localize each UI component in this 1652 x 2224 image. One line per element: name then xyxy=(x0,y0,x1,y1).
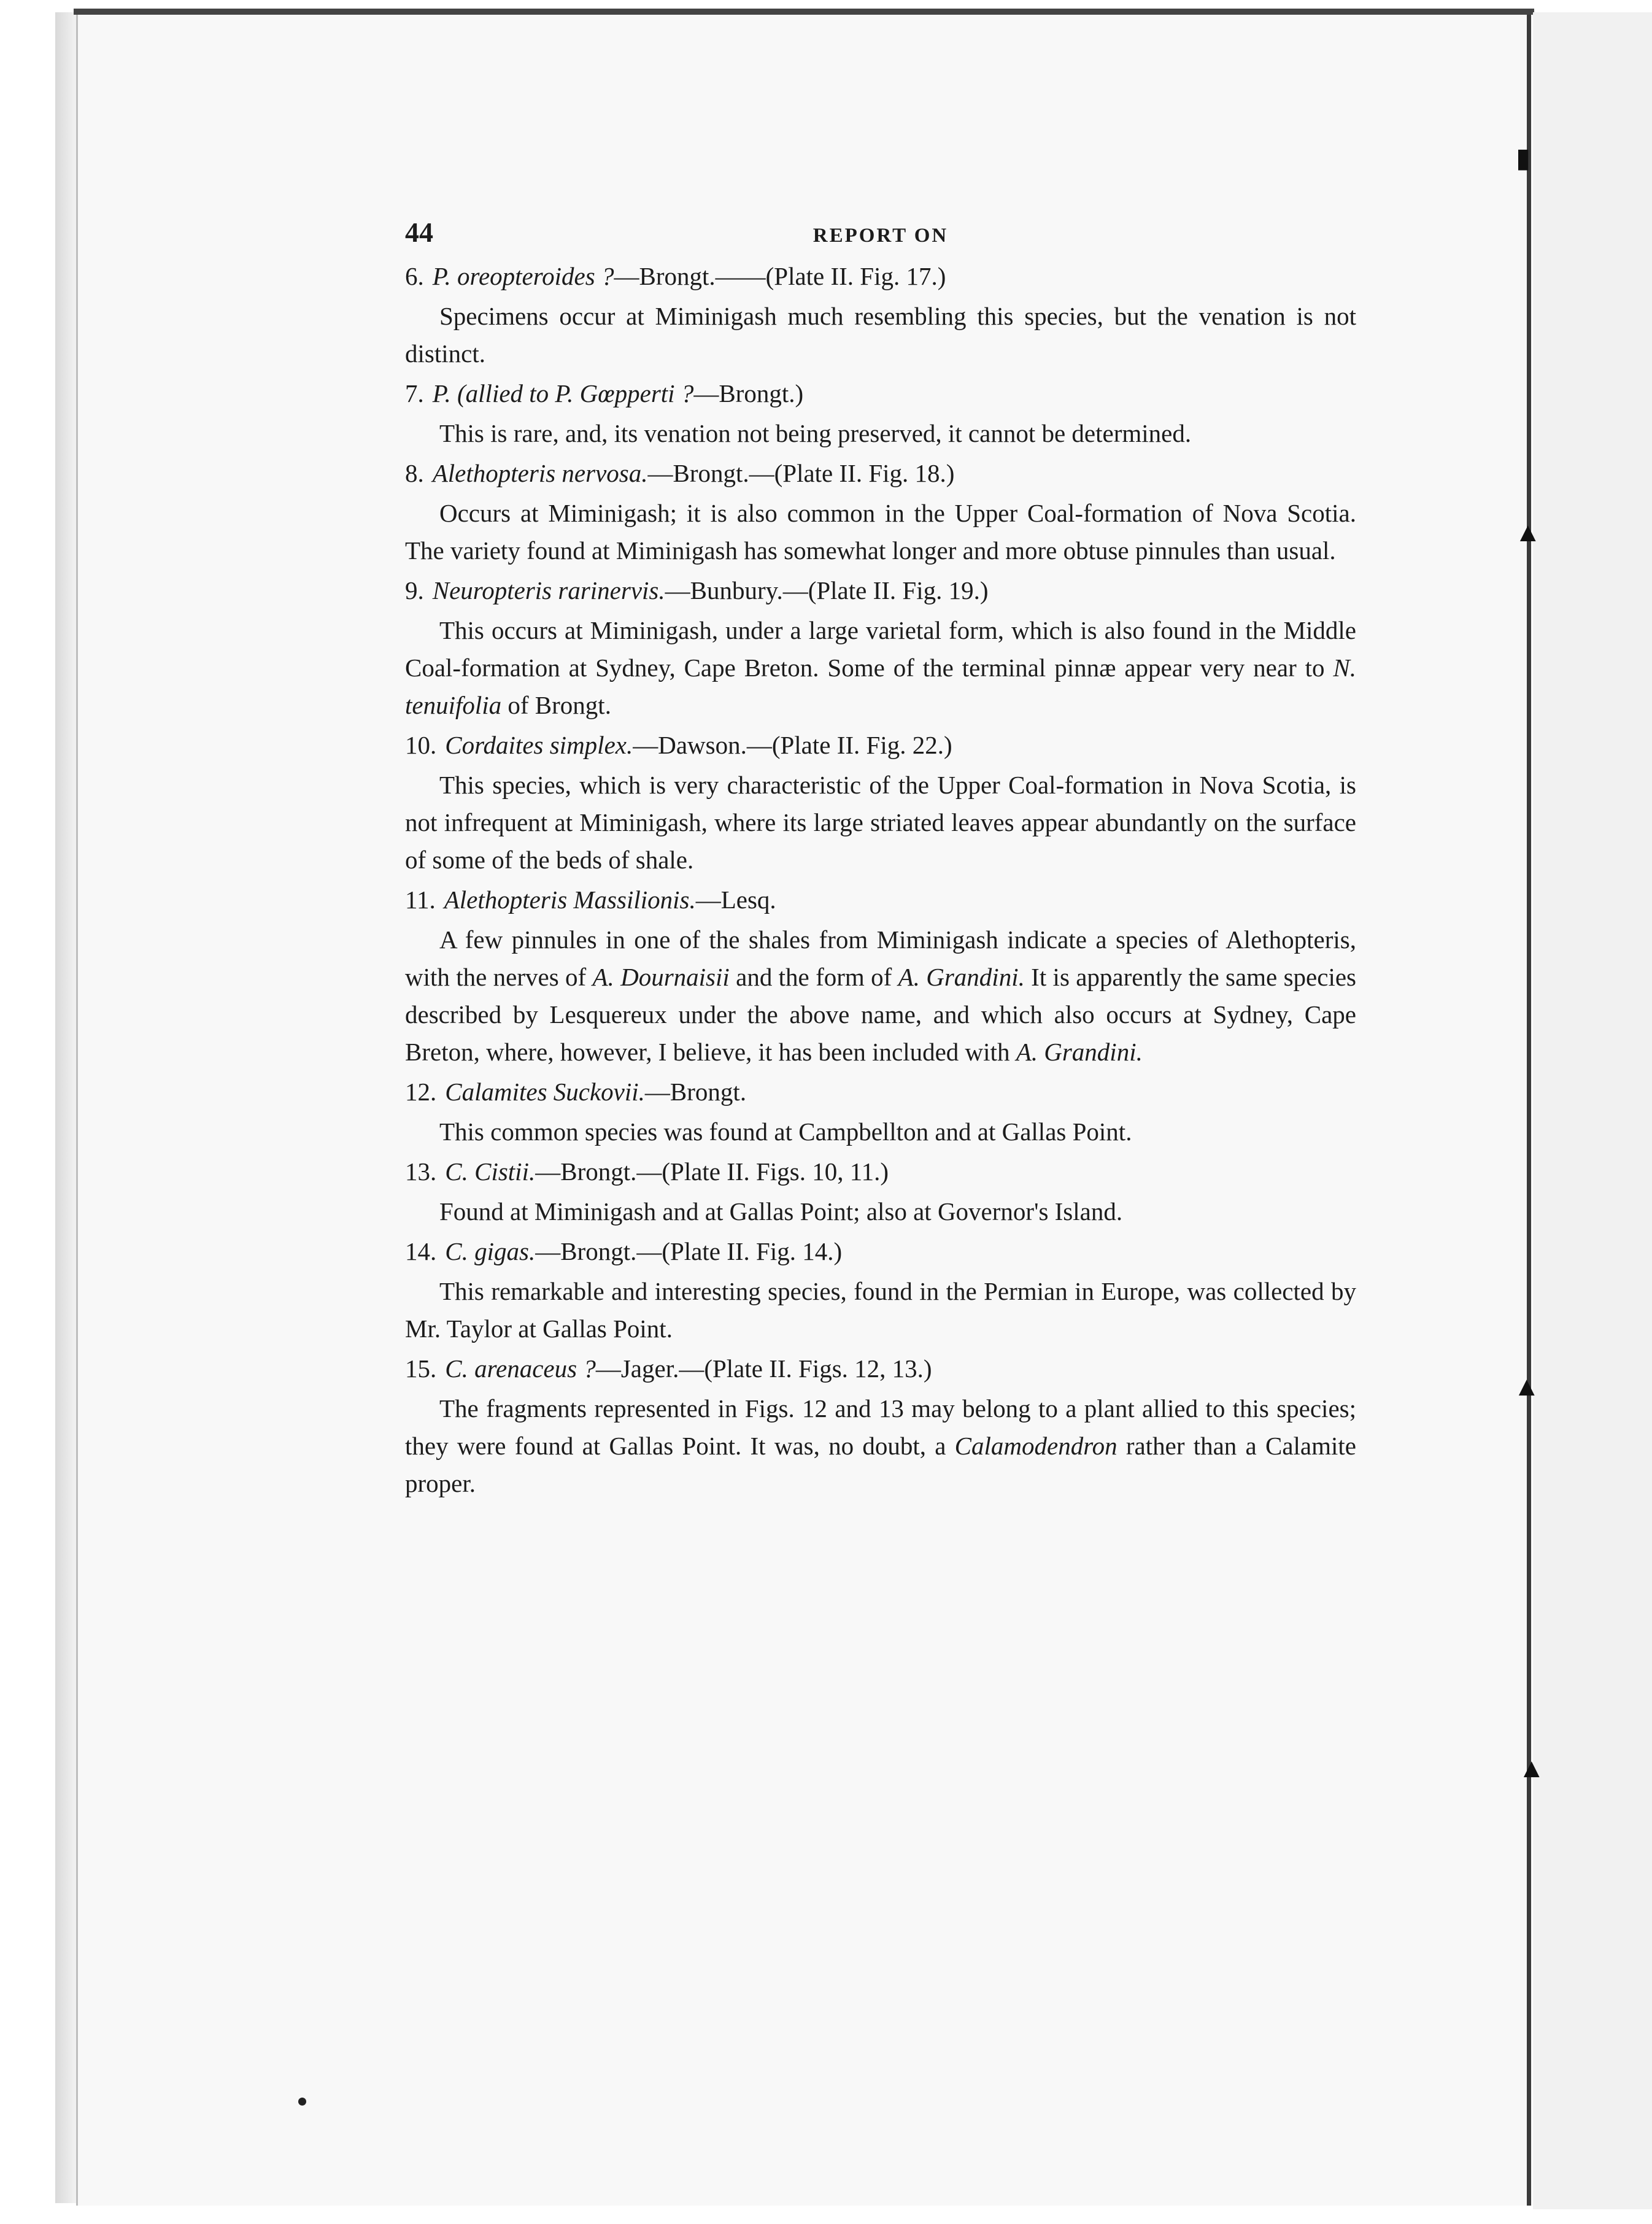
entry-authority: —Brongt. xyxy=(644,1078,747,1106)
binding-clip-mark: ▲ xyxy=(1515,517,1542,547)
italic-taxon: A. Dournaisii xyxy=(592,963,730,991)
body-text: This common species was found at Campbellton and at Gallas Point. xyxy=(439,1118,1132,1146)
entry-authority: —Bunbury.—(Plate II. Fig. 19.) xyxy=(665,576,989,604)
entry-number: 11. xyxy=(405,886,436,914)
entry-description xyxy=(405,1273,1356,1348)
entry-description xyxy=(405,921,1356,1071)
page-text xyxy=(405,209,1356,1505)
page-fold-line xyxy=(1527,15,1531,2206)
body-text: This species, which is very characteristic of the Upper Coal-formation in Nova Scotia, is not infrequent at Miminigash, where its large striated leaves appear abundantly on the surface of some of the beds of shale. xyxy=(405,771,1356,874)
species-entries xyxy=(405,258,1356,1502)
entry-description xyxy=(405,1113,1356,1151)
entry-number: 14. xyxy=(405,1237,437,1265)
entry-authority: —Dawson.—(Plate II. Fig. 22.) xyxy=(633,731,952,759)
species-name: Calamites Suckovii. xyxy=(445,1078,645,1106)
entry-description xyxy=(405,1390,1356,1502)
page-number: 44 xyxy=(405,217,433,248)
species-name: Neuropteris rarinervis. xyxy=(432,576,665,604)
species-name: P. oreopteroides ? xyxy=(432,262,614,290)
entry-number: 8. xyxy=(405,459,424,487)
body-text: A few pinnules in one of the shales from Miminigash indicate a species of Alethopteris, with the nerves of xyxy=(405,925,1356,991)
entry-title xyxy=(405,1350,1356,1388)
entry-number: 7. xyxy=(405,379,424,407)
running-head: REPORT ON xyxy=(812,225,949,247)
italic-taxon: N. tenuifolia xyxy=(405,654,1356,719)
entry-number: 12. xyxy=(405,1078,437,1106)
entry-authority: —Brongt.—(Plate II. Figs. 10, 11.) xyxy=(535,1157,889,1186)
species-name: C. Cistii. xyxy=(445,1157,536,1186)
entry-description xyxy=(405,415,1356,452)
entry-number: 9. xyxy=(405,576,424,604)
body-text: of Brongt. xyxy=(501,691,611,719)
body-text: The fragments represented in Figs. 12 and 13 may belong to a plant allied to this species; they were found at Gallas Point. It was, no doubt, a xyxy=(405,1394,1356,1460)
entry-authority: —Brongt.) xyxy=(693,379,804,407)
entry-title xyxy=(405,375,1356,412)
body-text: This is rare, and, its venation not being preserved, it cannot be determined. xyxy=(439,419,1192,447)
body-text: Found at Miminigash and at Gallas Point; also at Governor's Island. xyxy=(439,1197,1123,1226)
italic-taxon: A. Grandini. xyxy=(898,963,1025,991)
entry-authority: —Lesq. xyxy=(695,886,776,914)
species-name: P. (allied to P. Gœpperti ? xyxy=(432,379,694,407)
binding-clip-mark: ▮ xyxy=(1516,143,1531,173)
entry-description xyxy=(405,1193,1356,1230)
entry-number: 6. xyxy=(405,262,424,290)
italic-taxon: Calamodendron xyxy=(954,1432,1117,1460)
entry-number: 13. xyxy=(405,1157,437,1186)
binding-clip-mark: ▲ xyxy=(1518,1753,1545,1783)
body-text: This occurs at Miminigash, under a large varietal form, which is also found in the Middle Coal-formation at Sydney, Cape Breton. Some of the terminal pinnæ appear very near to xyxy=(405,616,1356,682)
entry-title xyxy=(405,455,1356,492)
scan-top-edge xyxy=(74,9,1534,15)
body-text: Specimens occur at Miminigash much resembling this species, but the venation is not distinct. xyxy=(405,302,1356,368)
scan-left-edge xyxy=(55,12,76,2203)
body-text: and the form of xyxy=(729,963,898,991)
entry-title xyxy=(405,881,1356,919)
entry-description xyxy=(405,612,1356,724)
species-name: Alethopteris Massilionis. xyxy=(444,886,696,914)
entry-description xyxy=(405,495,1356,570)
entry-number: 15. xyxy=(405,1354,437,1383)
entry-authority: —Brongt.—(Plate II. Fig. 14.) xyxy=(535,1237,843,1265)
body-text: Occurs at Miminigash; it is also common in the Upper Coal-formation of Nova Scotia. The variety found at Miminigash has somewhat longer and more obtuse pinnules than usual. xyxy=(405,499,1356,565)
ink-speck xyxy=(298,2098,306,2106)
entry-title xyxy=(405,1073,1356,1111)
body-text: This remarkable and interesting species, found in the Permian in Europe, was collected by Mr. Taylor at Gallas Point. xyxy=(405,1277,1356,1343)
species-name: C. gigas. xyxy=(445,1237,536,1265)
entry-title xyxy=(405,1153,1356,1191)
entry-authority: —Brongt.—(Plate II. Fig. 18.) xyxy=(647,459,955,487)
entry-description xyxy=(405,766,1356,879)
entry-title xyxy=(405,1233,1356,1270)
binding-clip-mark: ▲ xyxy=(1513,1372,1540,1402)
body-text: It is apparently the same species described by Lesquereux under the above name, and which also occurs at Sydney, Cape Breton, where, however, I believe, it has been included with xyxy=(405,963,1356,1066)
entry-title xyxy=(405,727,1356,764)
species-name: C. arenaceus ? xyxy=(445,1354,596,1383)
entry-title xyxy=(405,258,1356,295)
entry-title xyxy=(405,572,1356,609)
adjacent-page-strip xyxy=(1533,12,1652,2209)
entry-authority: —Jager.—(Plate II. Figs. 12, 13.) xyxy=(595,1354,932,1383)
entry-description xyxy=(405,298,1356,373)
species-name: Cordaites simplex. xyxy=(445,731,633,759)
body-text: rather than a Calamite proper. xyxy=(405,1432,1356,1497)
italic-taxon: A. Grandini. xyxy=(1016,1038,1143,1066)
entry-number: 10. xyxy=(405,731,437,759)
page-header xyxy=(405,209,1356,255)
entry-authority: —Brongt.——(Plate II. Fig. 17.) xyxy=(614,262,946,290)
species-name: Alethopteris nervosa. xyxy=(432,459,648,487)
